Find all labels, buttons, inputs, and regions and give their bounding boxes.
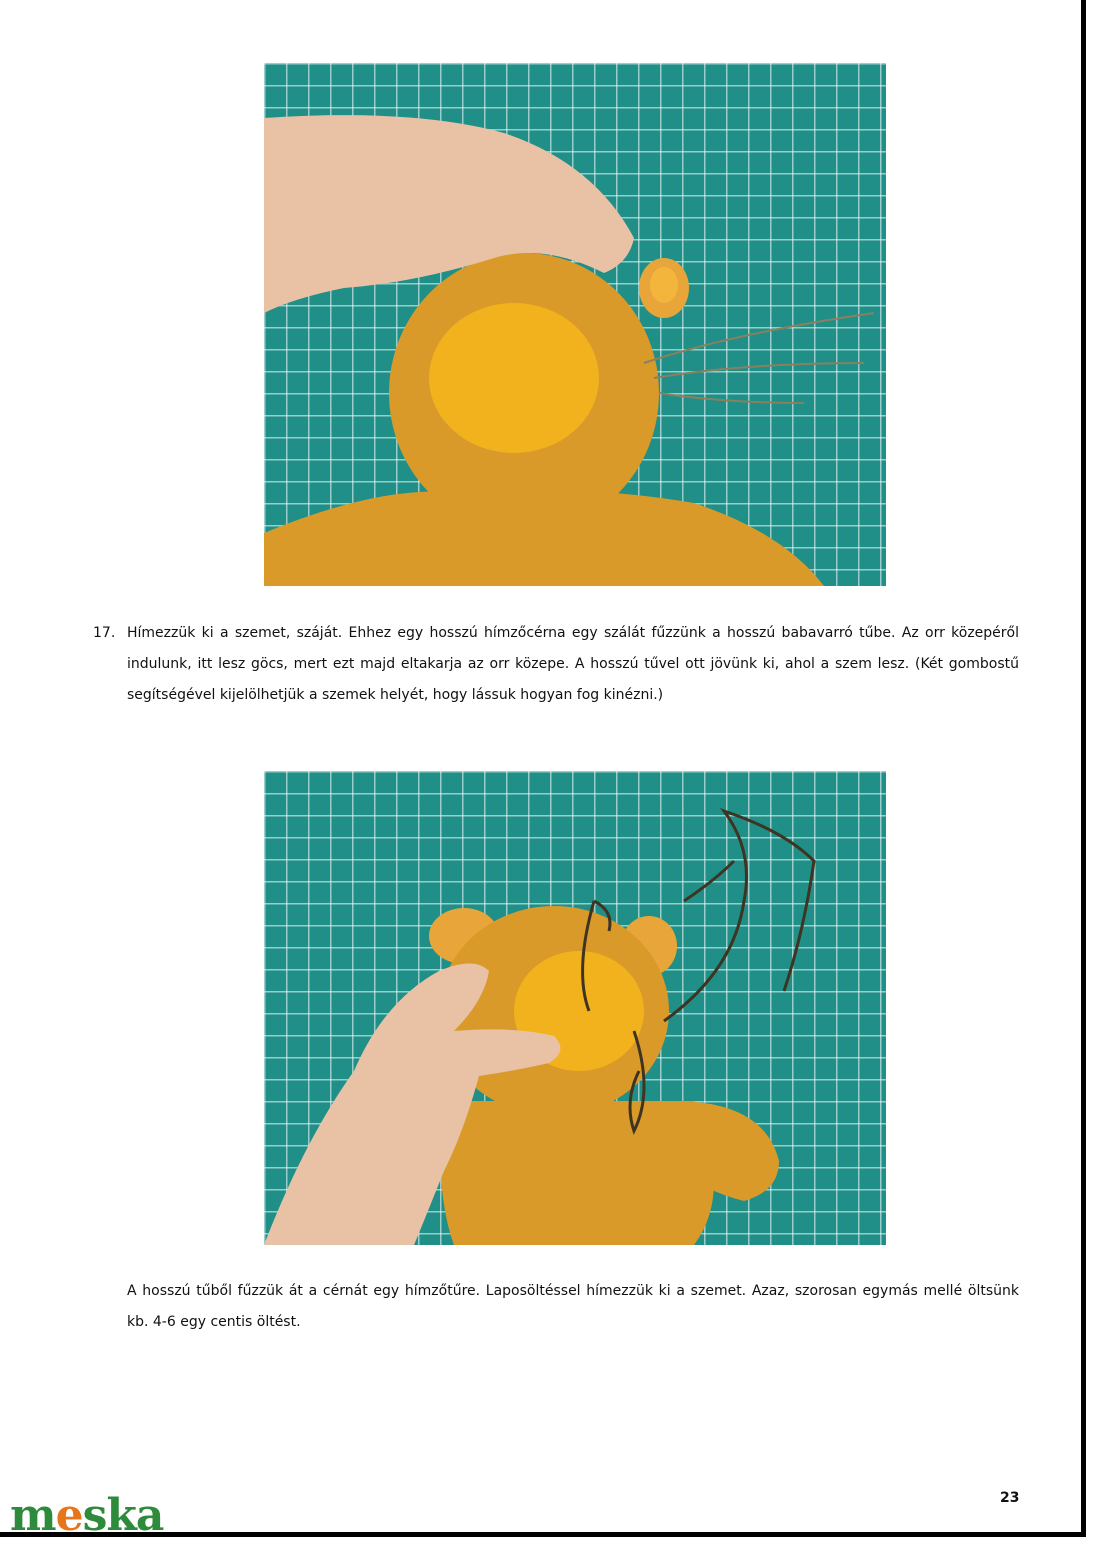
logo-part-ska: ska bbox=[82, 1490, 164, 1541]
bear-ear-illustration bbox=[264, 63, 886, 586]
step-number: 17. bbox=[93, 625, 116, 641]
photo-bear-embroidery bbox=[264, 771, 886, 1245]
step-17 bbox=[93, 618, 1019, 711]
page-number: 23 bbox=[1000, 1490, 1020, 1506]
logo-part-m: m bbox=[10, 1490, 56, 1541]
logo-part-e: e bbox=[55, 1490, 83, 1541]
meska-logo bbox=[10, 1490, 164, 1541]
photo-bear-head-with-ear bbox=[264, 63, 886, 586]
instruction-paragraph: A hosszú tűből fűzzük át a cérnát egy hímzőtűre. Laposöltéssel hímezzük ki a szemet. Azaz, szorosan egymás mellé öltsünk kb. 4-6 egy centis öltést. bbox=[127, 1283, 1019, 1330]
bear-embroidery-illustration bbox=[264, 771, 886, 1245]
step-text: Hímezzük ki a szemet, száját. Ehhez egy hosszú hímzőcérna egy szálát fűzzünk a hosszú babavarró tűbe. Az orr közepéről indulunk, itt lesz göcs, mert ezt majd eltakarja az orr közepe. A hosszú tűvel ott jövünk ki, ahol a szem lesz. (Két gombostű segítségével kijelölhetjük a szemek helyét, hogy lássuk hogyan fog kinézni.) bbox=[127, 625, 1019, 703]
